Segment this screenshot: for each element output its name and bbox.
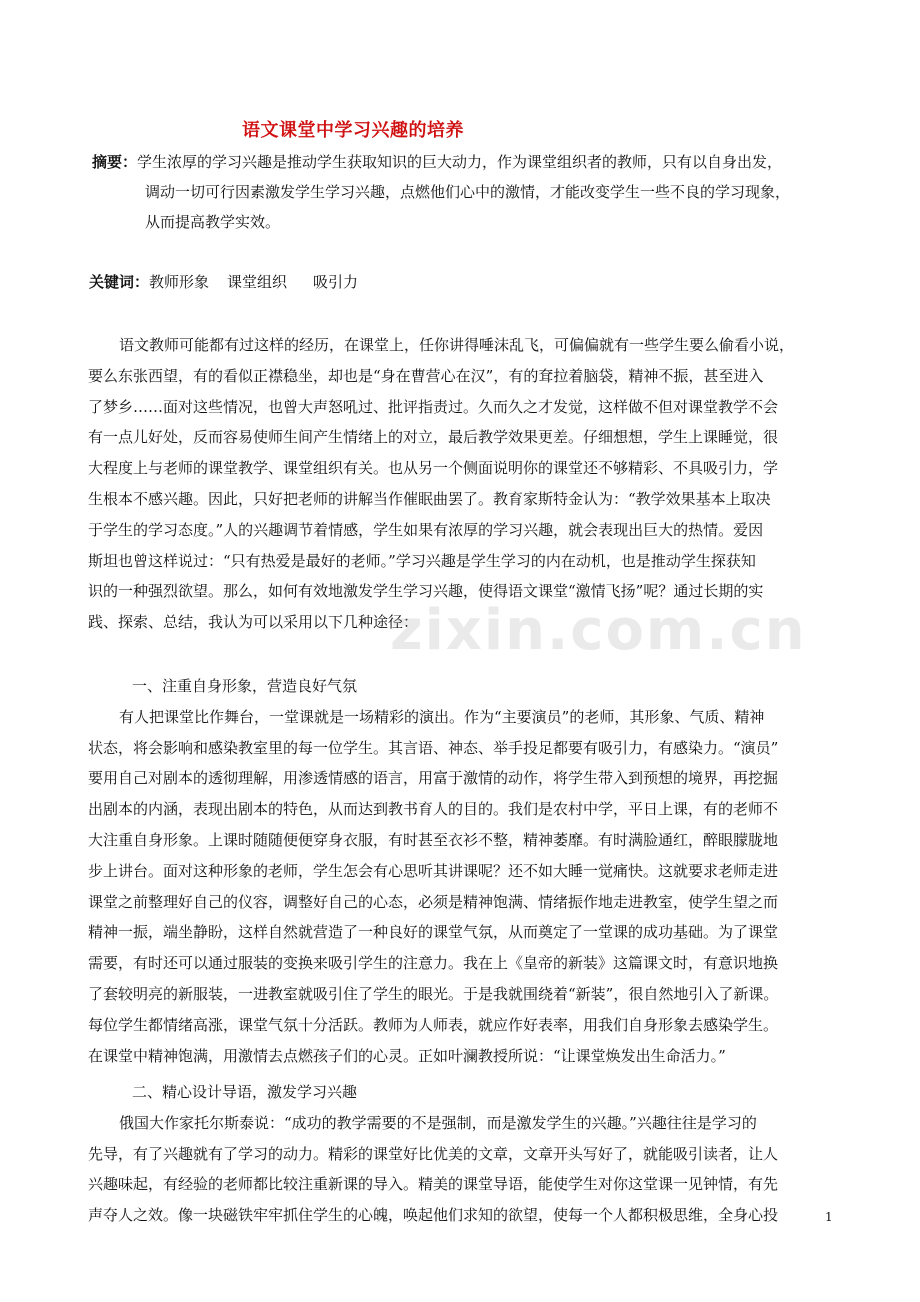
document-title: 语文课堂中学习兴趣的培养 xyxy=(242,120,464,141)
watermark: zixin.com.cn xyxy=(390,598,807,663)
text-line: 识的一种强烈欲望。那么，如何有效地激发学生学习兴趣，使得语文课堂“激情飞扬”呢？通过长期的实 xyxy=(88,582,764,601)
abstract-text: 学生浓厚的学习兴趣是推动学生获取知识的巨大动力，作为课堂组织者的教师，只有以自身出发， xyxy=(137,153,783,171)
text-line: 需要，有时还可以通过服装的变换来吸引学生的注意力。我在上《皇帝的新装》这篇课文时，有意识地换 xyxy=(88,954,779,973)
text-line: 斯坦也曾这样说过：“只有热爱是最好的老师。”学习兴趣是学生学习的内在动机，也是推动学生探获知 xyxy=(88,551,756,570)
text-line: 在课堂中精神饱满，用激情去点燃孩子们的心灵。正如叶澜教授所说：“让课堂焕发出生命活力。” xyxy=(88,1046,726,1065)
section-2 xyxy=(88,1077,832,1231)
text-line: 每位学生都情绪高涨，课堂气氛十分活跃。教师为人师表，就应作好表率，用我们自身形象去感染学生。 xyxy=(88,1015,779,1034)
text-line: 课堂之前整理好自己的仪容，调整好自己的心态，必须是精神饱满、情绪振作地走进教室，使学生望之而 xyxy=(88,892,779,911)
keywords-section xyxy=(89,271,376,292)
text-line: 兴趣味起，有经验的老师都比较注重新课的导入。精美的课堂导语，能使学生对你这堂课一见钟情，有先 xyxy=(88,1175,779,1194)
abstract-line xyxy=(92,147,840,177)
section-heading: 二、精心设计导语，激发学习兴趣 xyxy=(132,1083,358,1101)
keyword: 吸引力 xyxy=(313,273,359,291)
text-line: 要么东张西望，有的看似正襟稳坐，却也是“身在曹营心在汉”，有的耷拉着脑袋，精神不振，甚至进入 xyxy=(88,366,764,385)
text-line: 有一点儿好处，反而容易使师生间产生情绪上的对立，最后教学效果更差。仔细想想，学生上课睡觉，很 xyxy=(88,428,779,447)
keywords-label: 关键词： xyxy=(89,273,150,291)
abstract-label: 摘要： xyxy=(92,153,138,171)
text-line: 了套较明亮的新服装，一进教室就吸引住了学生的眼光。于是我就围绕着“新装”，很自然地引入了新课。 xyxy=(88,984,779,1003)
text-line: 语文教师可能都有过这样的经历，在课堂上，任你讲得唾沫乱飞，可偏偏就有一些学生要么偷看小说， xyxy=(119,336,795,354)
text-line: 要用自己对剧本的透彻理解，用渗透情感的语言，用富于激情的动作，将学生带入到预想的境界，再挖掘 xyxy=(88,769,779,788)
text-line: 声夺人之效。像一块磁铁牢牢抓住学生的心魄，唤起他们求知的欲望，使每一个人都积极思维，全身心投 xyxy=(88,1206,779,1225)
intro-paragraph xyxy=(88,330,832,638)
text-line: 出剧本的内涵，表现出剧本的特色，从而达到教书育人的目的。我们是农村中学，平日上课，有的老师不 xyxy=(88,800,779,819)
text-line: 大程度上与老师的课堂教学、课堂组织有关。也从另一个侧面说明你的课堂还不够精彩、不具吸引力，学 xyxy=(88,459,779,478)
text-line: 于学生的学习态度。”人的兴趣调节着情感，学生如果有浓厚的学习兴趣，就会表现出巨大的热情。爱因 xyxy=(88,520,764,539)
keyword: 课堂组织 xyxy=(227,273,288,291)
page-number: 1 xyxy=(825,1210,833,1224)
text-line: 精神一振，端坐静盼，这样自然就营造了一种良好的课堂气氛，从而奠定了一堂课的成功基础。为了课堂 xyxy=(88,923,779,942)
text-line: 有人把课堂比作舞台，一堂课就是一场精彩的演出。作为“主要演员”的老师，其形象、气质、精神 xyxy=(119,707,765,726)
text-line: 先导，有了兴趣就有了学习的动力。精彩的课堂好比优美的文章，文章开头写好了，就能吸引读者，让人 xyxy=(88,1144,779,1163)
text-line: 生根本不感兴趣。因此，只好把老师的讲解当作催眠曲罢了。教育家斯特金认为：“教学效果基本上取决 xyxy=(88,489,771,508)
text-line: 大注重自身形象。上课时随随便便穿身衣服，有时甚至衣衫不整，精神萎靡。有时满脸通红，醉眼朦胧地 xyxy=(88,830,779,849)
abstract-line: 从而提高教学实效。 xyxy=(145,213,281,231)
section-1 xyxy=(88,671,832,1071)
text-line: 践、探索、总结，我认为可以采用以下几种途径： xyxy=(88,613,419,632)
text-line: 步上讲台。面对这种形象的老师，学生怎会有心思听其讲课呢？还不如大睡一觉痛快。这就要求老师走进 xyxy=(88,861,779,880)
abstract-section xyxy=(92,147,840,237)
text-line: 了梦乡……面对这些情况，也曾大声怒吼过、批评指责过。久而久之才发觉，这样做不但对课堂教学不会 xyxy=(88,397,779,416)
text-line: 状态，将会影响和感染教室里的每一位学生。其言语、神态、举手投足都要有吸引力，有感染力。“演员” xyxy=(88,738,779,757)
abstract-line: 调动一切可行因素激发学生学习兴趣，点燃他们心中的激情，才能改变学生一些不良的学习现象， xyxy=(145,183,791,201)
keyword: 教师形象 xyxy=(149,273,210,291)
text-line: 俄国大作家托尔斯泰说：“成功的教学需要的不是强制，而是激发学生的兴趣。”兴趣往往是学习的 xyxy=(119,1113,757,1132)
section-heading: 一、注重自身形象，营造良好气氛 xyxy=(132,677,358,695)
